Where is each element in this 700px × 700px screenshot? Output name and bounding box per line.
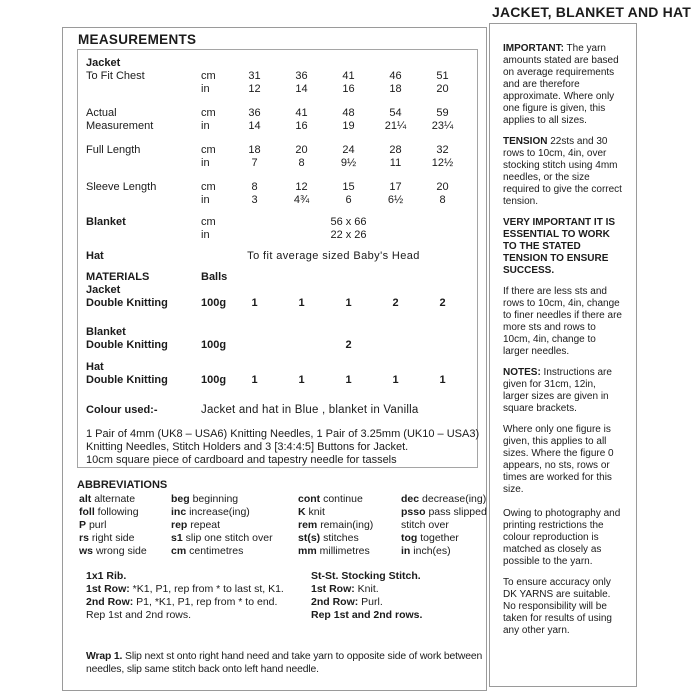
abbreviations-column [401, 493, 487, 558]
size-value: 36 [248, 107, 261, 119]
balls-value: 1 [439, 374, 446, 386]
paragraph-lead: TENSION [503, 136, 548, 147]
paragraph-text: The yarn amounts stated are based on average requirements and are therefore approximate. Where only one figure is given, this applies to all sizes. [503, 43, 619, 126]
blanket-size-block [86, 216, 477, 242]
abbr-term: st(s) [298, 532, 321, 544]
balls-column-label: Balls [201, 271, 228, 283]
row-label: 2nd Row: [311, 596, 359, 608]
row-text: P1, *K1, P1, rep from * to end. [133, 596, 278, 608]
rib-row2 [86, 596, 284, 609]
abbr-term: inc [171, 506, 187, 518]
abbr-definition: slip one stitch over [185, 532, 273, 544]
size-value: 32 [436, 144, 449, 156]
size-value: 12 [295, 181, 308, 193]
measurements-heading: MEASUREMENTS [78, 32, 197, 47]
abbr-item [298, 493, 401, 506]
hat-size-value: To fit average sized Baby's Head [247, 250, 420, 262]
size-value: 20 [295, 144, 308, 156]
size-row-label: Actual [86, 107, 117, 119]
abbr-term: ws [79, 545, 94, 557]
balls-value: 1 [298, 297, 305, 309]
materials-item-hat [86, 361, 477, 387]
abbr-term: rep [171, 519, 188, 531]
size-value: 17 [389, 181, 402, 193]
abbr-term: rs [79, 532, 89, 544]
abbr-definition: purl [88, 519, 107, 531]
size-value: 20 [436, 181, 449, 193]
paragraph-text: Instructions are given for 31cm, 12in, larger sizes are given in square brackets. [503, 367, 612, 414]
materials-ball-weight: 100g [201, 339, 227, 351]
abbreviations-list [79, 493, 487, 558]
size-value: 24 [342, 144, 355, 156]
abbr-term: cm [171, 545, 187, 557]
abbr-term: s1 [171, 532, 183, 544]
balls-value [372, 339, 419, 352]
rib-title: 1x1 Rib. [86, 570, 127, 582]
abbr-term: cont [298, 493, 321, 505]
paragraph-lead: IMPORTANT: [503, 43, 564, 54]
balls-value: 2 [439, 297, 446, 309]
row-label: 1st Row: [86, 583, 130, 595]
abbr-item [79, 519, 171, 532]
abbr-definition: decrease(ing) [422, 493, 487, 505]
colour-used-label: Colour used:- [86, 404, 158, 416]
blanket-size-in: 22 x 26 [330, 229, 367, 241]
size-value: 48 [342, 107, 355, 119]
size-row-label: Full Length [86, 144, 141, 156]
abbr-definition: right side [91, 532, 135, 544]
abbr-definition: alternate [94, 493, 136, 505]
size-value: 46 [389, 70, 402, 82]
abbr-term: tog [401, 532, 418, 544]
balls-value: 2 [392, 297, 399, 309]
abbr-definition: beginning [192, 493, 239, 505]
size-value: 18 [248, 144, 261, 156]
size-value: 8 [251, 181, 258, 193]
size-value: 12½ [431, 157, 454, 169]
size-value: 14 [295, 83, 308, 95]
notes-sidebar [489, 23, 637, 687]
unit-label: in [201, 120, 210, 132]
balls-value [231, 339, 278, 352]
unit-label: in [201, 157, 210, 169]
page-title: JACKET, BLANKET AND HAT [491, 4, 691, 20]
abbr-item [401, 532, 487, 545]
stocking-stitch-instructions [311, 570, 422, 622]
abbr-term: psso [401, 506, 426, 518]
materials-item-name: Blanket [86, 326, 126, 338]
abbr-item [298, 532, 401, 545]
size-row-label: To Fit Chest [86, 70, 145, 82]
abbr-definition: stitches [323, 532, 359, 544]
abbr-term: alt [79, 493, 92, 505]
measurements-table [77, 49, 478, 468]
abbr-term: beg [171, 493, 190, 505]
sidebar-paragraph-one-figure [503, 424, 622, 496]
unit-label: in [201, 83, 210, 95]
size-value: 15 [342, 181, 355, 193]
sidebar-paragraph-important [503, 43, 622, 127]
size-row-label: Sleeve Length [86, 181, 157, 193]
abbr-item [171, 493, 298, 506]
abbr-term: in [401, 545, 411, 557]
stocking-row2 [311, 596, 422, 609]
hat-size-row [86, 250, 477, 263]
colour-used-value: Jacket and hat in Blue , blanket in Vanilla [201, 404, 419, 416]
size-table-actual-block [86, 107, 477, 133]
rib-instructions [86, 570, 284, 622]
size-value: 7 [251, 157, 258, 169]
wrap-note-line: needles, slip same stitch back onto left hand needle. [86, 664, 319, 675]
sidebar-paragraph-needle-change [503, 286, 622, 358]
size-value: 9½ [340, 157, 357, 169]
abbr-definition: wrong side [95, 545, 147, 557]
size-value: 28 [389, 144, 402, 156]
materials-item-jacket [86, 284, 477, 310]
stocking-repeat-line: Rep 1st and 2nd rows. [311, 609, 423, 621]
size-value: 8 [298, 157, 305, 169]
materials-yarn-type: Double Knitting [86, 374, 168, 386]
abbr-item [79, 532, 171, 545]
requirements-line: 1 Pair of 4mm (UK8 – USA6) Knitting Needles, 1 Pair of 3.25mm (UK10 – USA3) [86, 428, 480, 440]
abbr-term: P [79, 519, 87, 531]
size-value: 19 [342, 120, 355, 132]
materials-heading: MATERIALS [86, 271, 150, 283]
wrap-note [86, 650, 484, 676]
unit-label: cm [201, 144, 216, 156]
size-row-label [86, 194, 201, 207]
size-value: 23¼ [431, 120, 454, 132]
size-row-label: Measurement [86, 120, 154, 132]
materials-item-blanket [86, 326, 477, 352]
size-value: 20 [436, 83, 449, 95]
rib-row1 [86, 583, 284, 596]
abbr-item [79, 545, 171, 558]
abbr-item [79, 506, 171, 519]
row-text: *K1, P1, rep from * to last st, K1. [129, 583, 284, 595]
sidebar-paragraph-colour-reproduction [503, 508, 622, 568]
size-value: 14 [248, 120, 261, 132]
unit-label: in [201, 229, 210, 241]
unit-label: cm [201, 107, 216, 119]
size-value: 6 [345, 194, 352, 206]
size-value: 16 [342, 83, 355, 95]
paragraph-text: Owing to photography and printing restrictions the colour reproduction is matched as closely as possible to the yarn. [503, 508, 621, 567]
size-value: 41 [342, 70, 355, 82]
materials-yarn-type: Double Knitting [86, 297, 168, 309]
size-value: 54 [389, 107, 402, 119]
hat-section-label: Hat [86, 250, 104, 262]
materials-ball-weight: 100g [201, 297, 227, 309]
balls-value [278, 339, 325, 352]
abbr-item [298, 545, 401, 558]
unit-label: cm [201, 216, 216, 228]
paragraph-text: 22sts and 30 rows to 10cm, 4in, over stocking stitch using 4mm needles, or the size required to give the correct tension. [503, 136, 622, 207]
abbreviations-column [171, 493, 298, 558]
abbr-definition: millimetres [319, 545, 370, 557]
size-value: 18 [389, 83, 402, 95]
abbr-item [171, 545, 298, 558]
balls-value [419, 339, 466, 352]
size-row-label [86, 157, 201, 170]
unit-label: cm [201, 70, 216, 82]
balls-value: 1 [251, 374, 258, 386]
measurements-panel [62, 27, 487, 691]
abbr-item [401, 545, 487, 558]
abbr-definition: remain(ing) [320, 519, 374, 531]
unit-label: in [201, 194, 210, 206]
abbr-definition: following [97, 506, 139, 518]
wrap-note-line [86, 650, 484, 663]
abbr-definition: repeat [190, 519, 221, 531]
size-row-label [86, 229, 201, 242]
size-value: 4¾ [293, 194, 310, 206]
unit-label: cm [201, 181, 216, 193]
abbreviations-column [298, 493, 401, 558]
balls-value: 1 [392, 374, 399, 386]
blanket-section-label: Blanket [86, 216, 126, 228]
balls-value: 1 [345, 297, 352, 309]
colour-used-row [86, 404, 477, 417]
abbr-item [401, 506, 487, 532]
row-label: 1st Row: [311, 583, 355, 595]
balls-value: 1 [298, 374, 305, 386]
row-text: Knit. [354, 583, 379, 595]
size-table-jacket-block [86, 57, 477, 96]
rib-repeat-line: Rep 1st and 2nd rows. [86, 609, 192, 621]
materials-ball-weight: 100g [201, 374, 227, 386]
size-table-length-block [86, 144, 477, 170]
requirements-line: Knitting Needles, Stitch Holders and 3 [3:4:4:5] Buttons for Jacket. [86, 441, 409, 453]
abbr-item [401, 493, 487, 506]
size-value: 8 [439, 194, 446, 206]
size-value: 3 [251, 194, 258, 206]
size-table-sleeve-block [86, 181, 477, 207]
sidebar-paragraph-notes [503, 367, 622, 415]
blanket-size-cm: 56 x 66 [330, 216, 367, 228]
row-label: 2nd Row: [86, 596, 134, 608]
abbr-term: foll [79, 506, 95, 518]
abbr-definition: continue [323, 493, 363, 505]
balls-value: 2 [345, 339, 352, 351]
abbr-item [171, 532, 298, 545]
abbr-item [171, 519, 298, 532]
abbreviations-column [79, 493, 171, 558]
size-value: 16 [295, 120, 308, 132]
abbr-term: dec [401, 493, 420, 505]
requirements-paragraph [86, 428, 480, 467]
size-value: 21¼ [384, 120, 407, 132]
abbr-item [79, 493, 171, 506]
abbr-definition: knit [308, 506, 325, 518]
size-value: 41 [295, 107, 308, 119]
balls-value: 1 [251, 297, 258, 309]
abbr-definition: pass slipped stitch over [401, 506, 487, 531]
abbr-item [298, 506, 401, 519]
wrap-note-lead: Wrap 1. [86, 651, 123, 662]
paragraph-text: If there are less sts and rows to 10cm, 4in, change to finer needles if there are more sts and rows to 10cm, 4in, change to larger needles. [503, 286, 622, 357]
size-row-label [86, 83, 201, 96]
abbr-definition: centimetres [189, 545, 244, 557]
paragraph-lead: VERY IMPORTANT IT IS ESSENTIAL TO WORK TO THE STATED TENSION TO ENSURE SUCCESS. [503, 217, 616, 276]
size-value: 59 [436, 107, 449, 119]
abbr-definition: increase(ing) [189, 506, 250, 518]
row-text: Purl. [358, 596, 383, 608]
size-value: 12 [248, 83, 261, 95]
size-value: 36 [295, 70, 308, 82]
materials-header-row [86, 271, 477, 284]
sidebar-paragraph-very-important [503, 217, 622, 277]
abbr-term: rem [298, 519, 318, 531]
materials-yarn-type: Double Knitting [86, 339, 168, 351]
balls-value: 1 [345, 374, 352, 386]
abbr-item [298, 519, 401, 532]
size-value: 11 [389, 157, 402, 169]
paragraph-text: To ensure accuracy only DK YARNS are suitable. No responsibility will be taken for results of using any other yarn. [503, 577, 612, 636]
wrap-note-text: Slip next st onto right hand need and take yarn to opposite side of work between [122, 651, 483, 662]
sidebar-paragraph-tension [503, 136, 622, 208]
abbr-term: K [298, 506, 306, 518]
jacket-section-label: Jacket [86, 57, 121, 69]
size-value: 6½ [387, 194, 404, 206]
abbr-definition: inch(es) [413, 545, 451, 557]
materials-item-name: Jacket [86, 284, 121, 296]
abbr-item [171, 506, 298, 519]
size-value: 51 [436, 70, 449, 82]
sidebar-paragraph-dk-yarns [503, 577, 622, 637]
stocking-row1 [311, 583, 422, 596]
abbr-term: mm [298, 545, 317, 557]
stocking-title: St-St. Stocking Stitch. [311, 570, 421, 582]
paragraph-text: Where only one figure is given, this applies to all sizes. Where the figure 0 appears, no sts, rows or times are worked for this size. [503, 424, 614, 495]
requirements-line: 10cm square piece of cardboard and tapestry needle for tassels [86, 454, 397, 466]
paragraph-lead: NOTES: [503, 367, 541, 378]
abbreviations-heading: ABBREVIATIONS [77, 479, 168, 491]
materials-item-name: Hat [86, 361, 104, 373]
abbr-definition: together [420, 532, 459, 544]
size-value: 31 [248, 70, 261, 82]
